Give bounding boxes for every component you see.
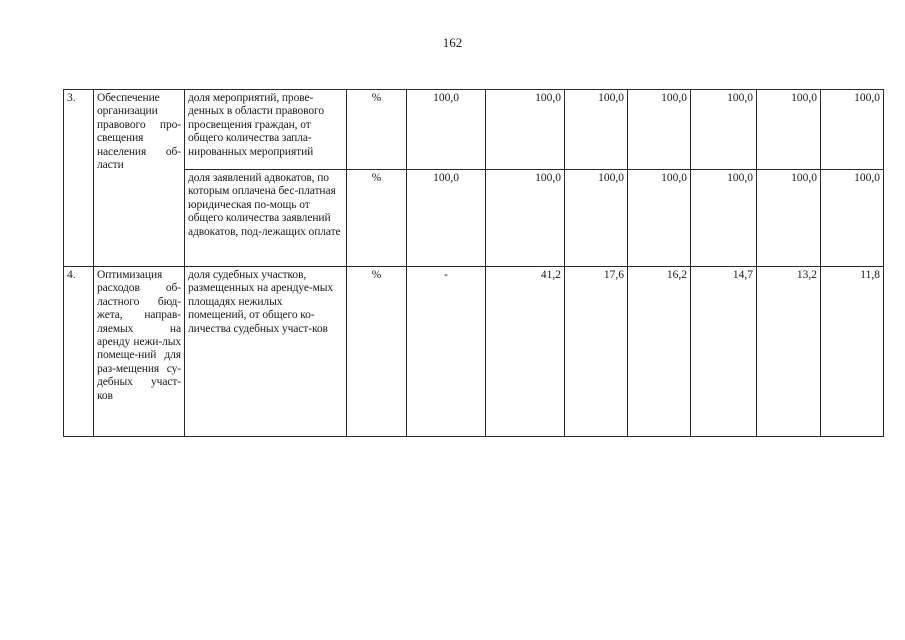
value-cell: 100,0 <box>757 170 821 267</box>
unit-cell: % <box>347 170 407 267</box>
table-row <box>64 90 884 170</box>
value-cell: 100,0 <box>486 170 565 267</box>
value-cell: 100,0 <box>486 90 565 170</box>
task-cell: Оптимизация расходов об-ластного бюд-жета, направ-ляемых на аренду нежи-лых помеще-ний для раз-мещения су-дебных участ-ков <box>94 267 185 437</box>
unit-cell: % <box>347 90 407 170</box>
value-cell: 100,0 <box>821 90 884 170</box>
table-row <box>64 267 884 437</box>
value-cell: 100,0 <box>407 170 486 267</box>
indicator-cell: доля судебных участков, размещенных на арендуе-мых площадях нежилых помещений, от общего ко-личества судебных участ-ков <box>185 267 347 437</box>
value-cell: 100,0 <box>628 90 691 170</box>
value-cell: 100,0 <box>565 90 628 170</box>
value-cell: 16,2 <box>628 267 691 437</box>
row-number: 4. <box>64 267 94 437</box>
indicator-cell: доля мероприятий, прове-денных в области правового просвещения граждан, от общего количества запла-нированных мероприятий <box>185 90 347 170</box>
value-cell: 100,0 <box>565 170 628 267</box>
unit-cell: % <box>347 267 407 437</box>
value-cell: 100,0 <box>407 90 486 170</box>
value-cell: 11,8 <box>821 267 884 437</box>
table-row <box>64 170 884 267</box>
value-cell: 100,0 <box>691 170 757 267</box>
value-cell: 14,7 <box>691 267 757 437</box>
indicator-cell: доля заявлений адвокатов, по которым оплачена бес-платная юридическая по-мощь от общего количества заявлений адвокатов, под-лежащих оплате <box>185 170 347 267</box>
value-cell: 100,0 <box>691 90 757 170</box>
indicators-table <box>63 89 884 437</box>
value-cell: 100,0 <box>757 90 821 170</box>
value-cell: 100,0 <box>821 170 884 267</box>
task-cell: Обеспечение организации правового про-свещения населения об-ласти <box>94 90 185 267</box>
row-number: 3. <box>64 90 94 267</box>
value-cell: 41,2 <box>486 267 565 437</box>
value-cell: 13,2 <box>757 267 821 437</box>
value-cell: - <box>407 267 486 437</box>
value-cell: 17,6 <box>565 267 628 437</box>
value-cell: 100,0 <box>628 170 691 267</box>
page-number: 162 <box>442 35 463 50</box>
